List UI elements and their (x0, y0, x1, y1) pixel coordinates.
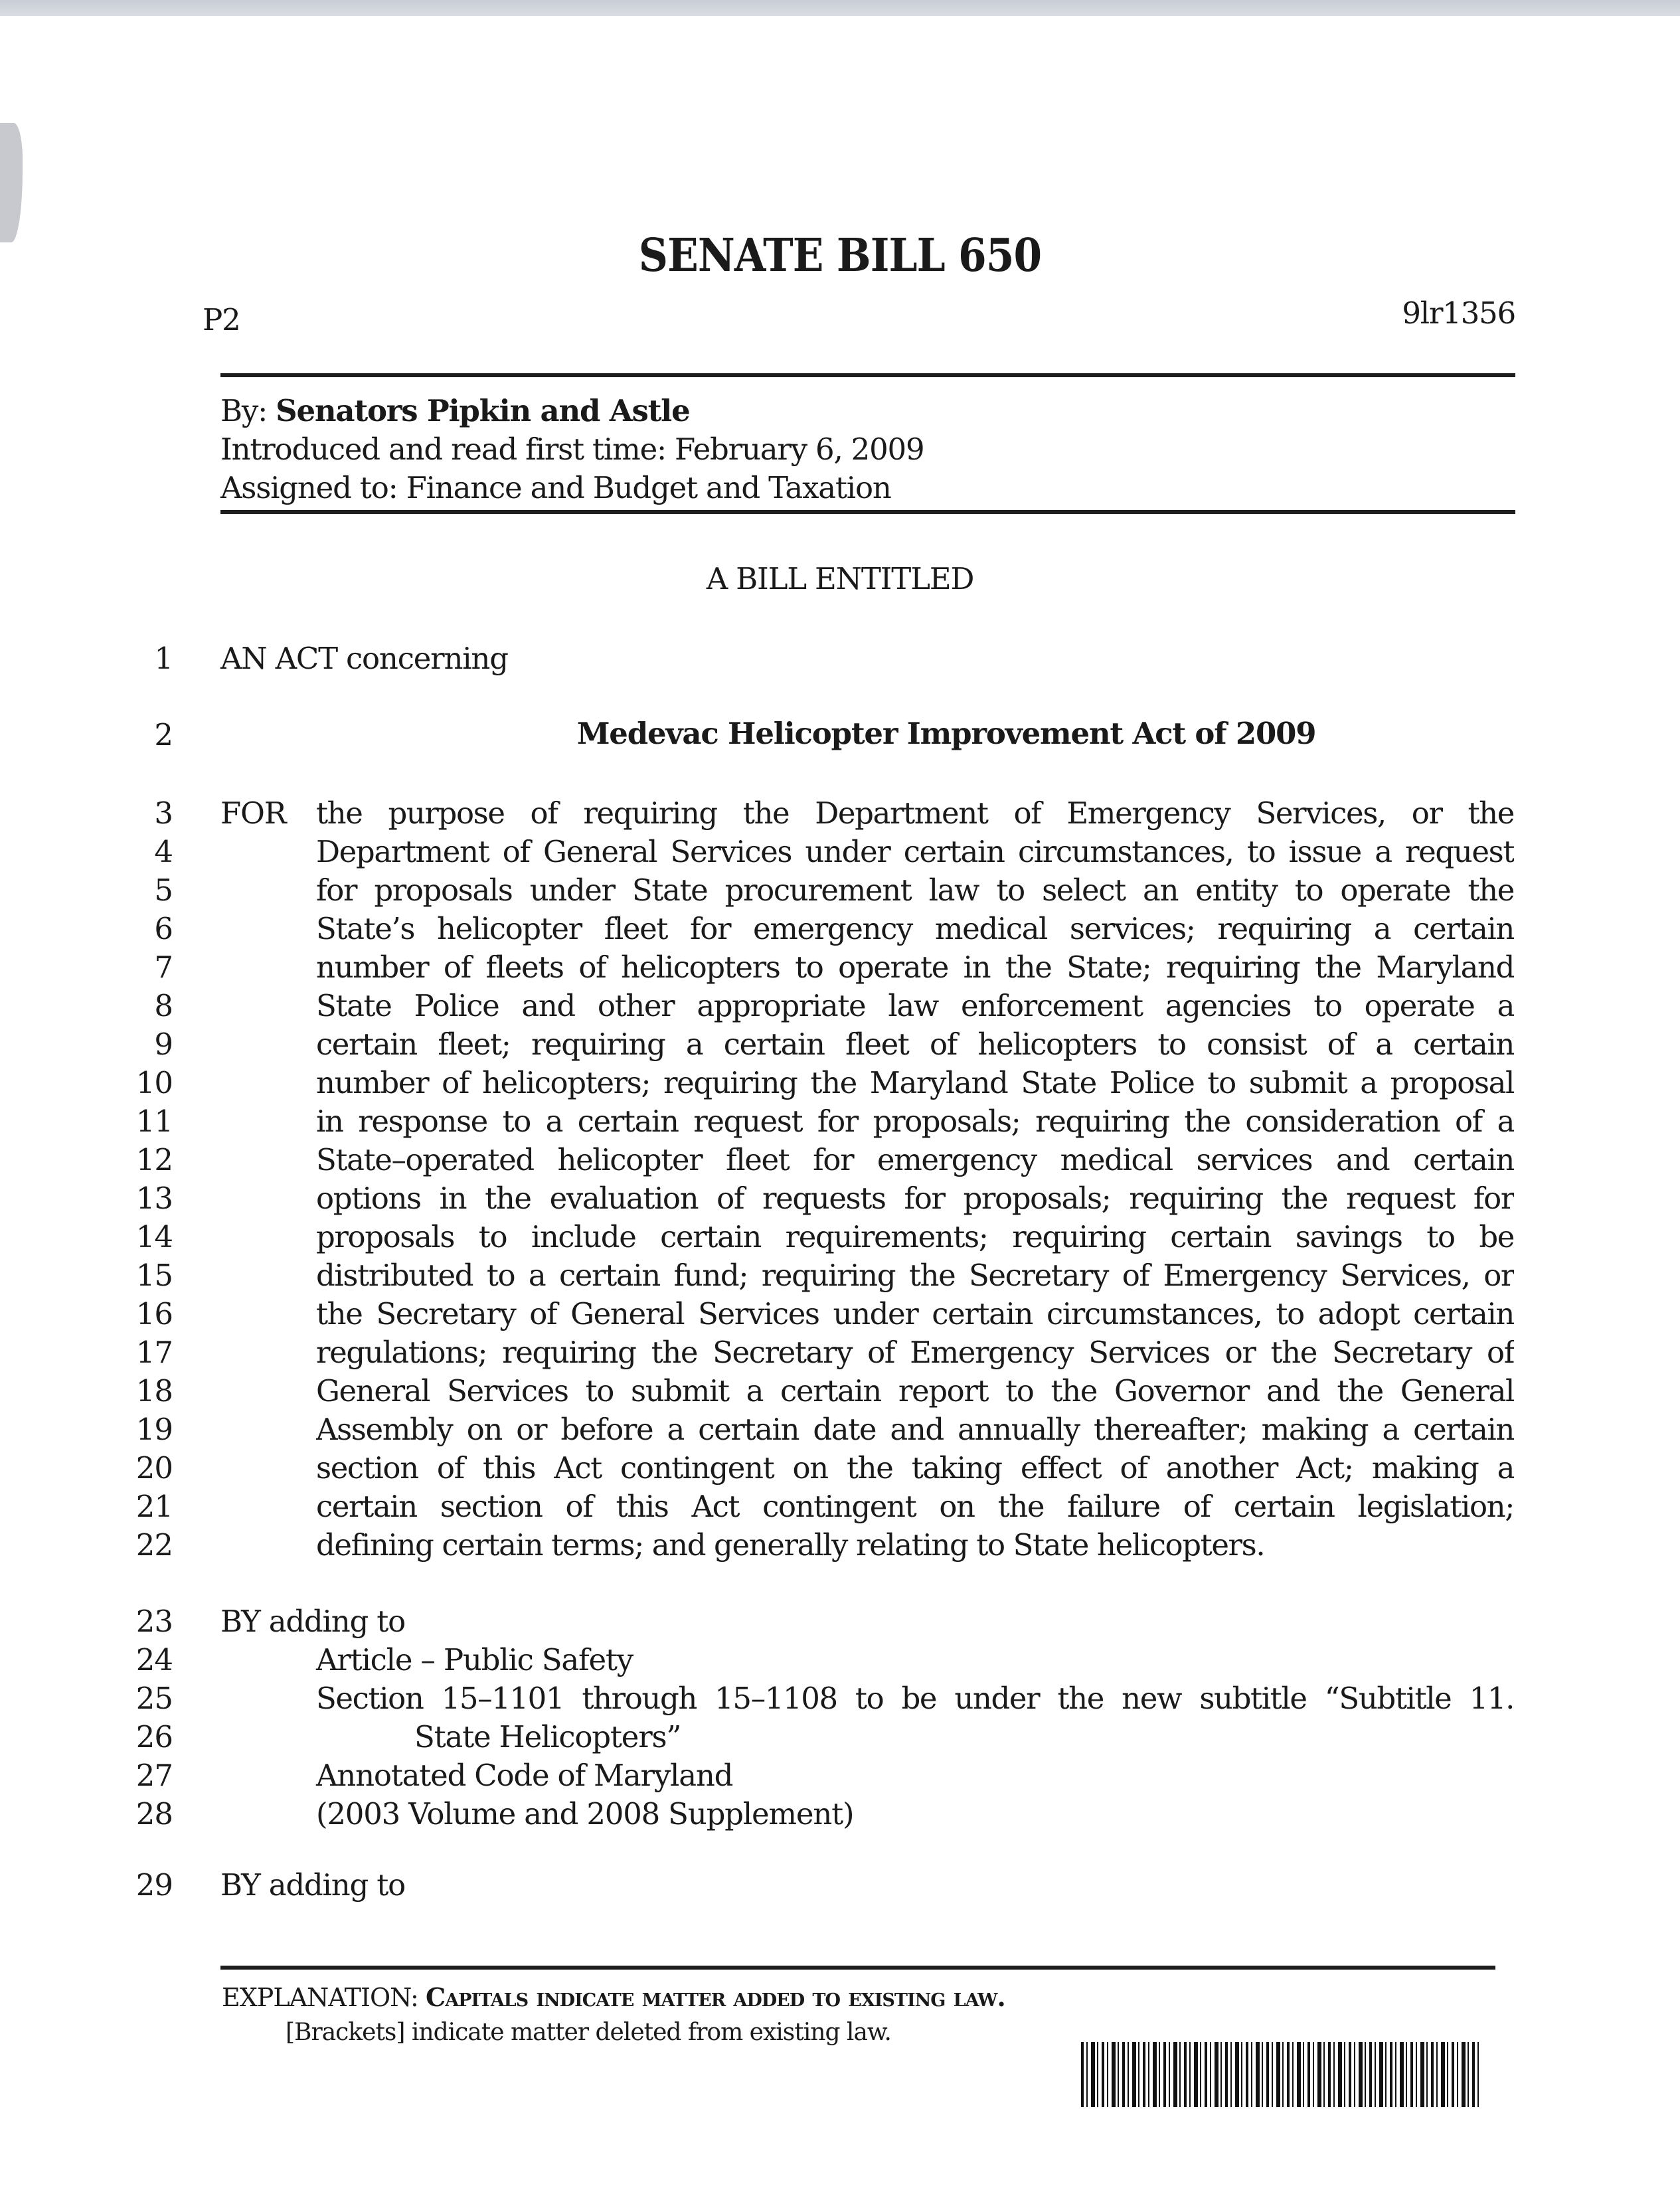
line-number: 3 (154, 796, 173, 831)
line-number: 8 (154, 988, 173, 1023)
purpose-line: General Services to submit a certain report to the Governor and the General (316, 1373, 1514, 1408)
line-number: 7 (154, 950, 173, 985)
subtitle-ref: State Helicopters” (414, 1719, 681, 1754)
line-number: 21 (135, 1489, 173, 1524)
capitals-note: Capitals indicate matter added to existing law. (425, 1982, 1005, 2012)
bill-entitled-heading: A BILL ENTITLED (706, 561, 974, 596)
short-title: Medevac Helicopter Improvement Act of 2009 (576, 716, 1316, 751)
line-number: 24 (135, 1642, 173, 1677)
line-number: 11 (135, 1104, 173, 1139)
act-concerning: AN ACT concerning (220, 641, 508, 676)
purpose-line: number of helicopters; requiring the Maryland State Police to submit a proposal (316, 1065, 1514, 1100)
purpose-line: State Police and other appropriate law enforcement agencies to operate a (316, 988, 1514, 1023)
purpose-line: State–operated helicopter fleet for emergency medical services and certain (316, 1142, 1514, 1177)
introduced-line: Introduced and read first time: February 6, 2009 (220, 432, 924, 467)
purpose-line: in response to a certain request for proposals; requiring the consideration of a (316, 1104, 1514, 1139)
line-number: 18 (135, 1373, 173, 1408)
purpose-line: regulations; requiring the Secretary of Emergency Services or the Secretary of (316, 1335, 1514, 1370)
sponsor-by-label: By: (220, 393, 276, 428)
purpose-line: for proposals under State procurement law to select an entity to operate the (316, 873, 1514, 908)
line-number: 29 (135, 1867, 173, 1903)
purpose-line: certain fleet; requiring a certain fleet of helicopters to consist of a certain (316, 1027, 1514, 1062)
purpose-line: number of fleets of helicopters to operate in the State; requiring the Maryland (316, 950, 1514, 985)
code-ref: Annotated Code of Maryland (316, 1758, 733, 1793)
line-number: 13 (135, 1181, 173, 1216)
line-number: 2 (154, 717, 173, 752)
scan-artifact (0, 123, 23, 242)
line-number: 15 (135, 1258, 173, 1293)
assigned-line: Assigned to: Finance and Budget and Taxation (220, 470, 891, 505)
purpose-line: distributed to a certain fund; requiring the Secretary of Emergency Services, or (316, 1258, 1514, 1293)
article-ref: Article – Public Safety (316, 1642, 633, 1677)
line-number: 12 (135, 1142, 173, 1177)
line-number: 1 (154, 641, 173, 676)
purpose-line: the Secretary of General Services under certain circumstances, to adopt certain (316, 1296, 1514, 1331)
line-number: 26 (135, 1719, 173, 1754)
header-rule-top (220, 373, 1515, 377)
line-number: 14 (135, 1219, 173, 1254)
explanation-label: EXPLANATION: (222, 1983, 426, 2012)
explanation-line (222, 1982, 1005, 2012)
line-number: 19 (135, 1412, 173, 1447)
line-number: 16 (135, 1296, 173, 1331)
purpose-line: Department of General Services under certain circumstances, to issue a request (316, 834, 1514, 869)
line-number: 10 (135, 1065, 173, 1100)
line-number: 25 (135, 1681, 173, 1716)
line-number: 22 (135, 1527, 173, 1563)
purpose-lead: FOR (220, 796, 286, 831)
line-number: 9 (154, 1027, 173, 1062)
by-adding-to: BY adding to (220, 1867, 405, 1903)
purpose-line: defining certain terms; and generally relating to State helicopters. (316, 1527, 1265, 1563)
purpose-line: Assembly on or before a certain date and annually thereafter; making a certain (316, 1412, 1514, 1447)
scan-edge (0, 0, 1680, 16)
line-number: 6 (154, 911, 173, 946)
drafting-code: 9lr1356 (1402, 296, 1515, 331)
barcode-icon (1081, 2042, 1479, 2107)
line-number: 23 (135, 1604, 173, 1639)
brackets-note: [Brackets] indicate matter deleted from existing law. (286, 2019, 891, 2046)
purpose-line: proposals to include certain requirements; requiring certain savings to be (316, 1219, 1514, 1254)
header-rule-bottom (220, 510, 1515, 514)
bill-title: SENATE BILL 650 (638, 229, 1042, 282)
sponsor-names: Senators Pipkin and Astle (276, 393, 690, 428)
by-adding-to: BY adding to (220, 1604, 405, 1639)
sponsor-line (220, 393, 690, 428)
volume-ref: (2003 Volume and 2008 Supplement) (316, 1796, 854, 1831)
line-number: 5 (154, 873, 173, 908)
purpose-line: the purpose of requiring the Department of Emergency Services, or the (316, 796, 1514, 831)
section-ref: Section 15–1101 through 15–1108 to be under the new subtitle “Subtitle 11. (316, 1681, 1514, 1716)
purpose-line: section of this Act contingent on the taking effect of another Act; making a (316, 1450, 1514, 1486)
line-number: 20 (135, 1450, 173, 1486)
footer-rule (220, 1966, 1495, 1970)
purpose-line: certain section of this Act contingent on the failure of certain legislation; (316, 1489, 1514, 1524)
line-number: 17 (135, 1335, 173, 1370)
line-number: 28 (135, 1796, 173, 1831)
purpose-line: State’s helicopter fleet for emergency medical services; requiring a certain (316, 911, 1514, 946)
line-number: 4 (154, 834, 173, 869)
classification-code: P2 (203, 302, 240, 337)
line-number: 27 (135, 1758, 173, 1793)
purpose-line: options in the evaluation of requests for proposals; requiring the request for (316, 1181, 1514, 1216)
